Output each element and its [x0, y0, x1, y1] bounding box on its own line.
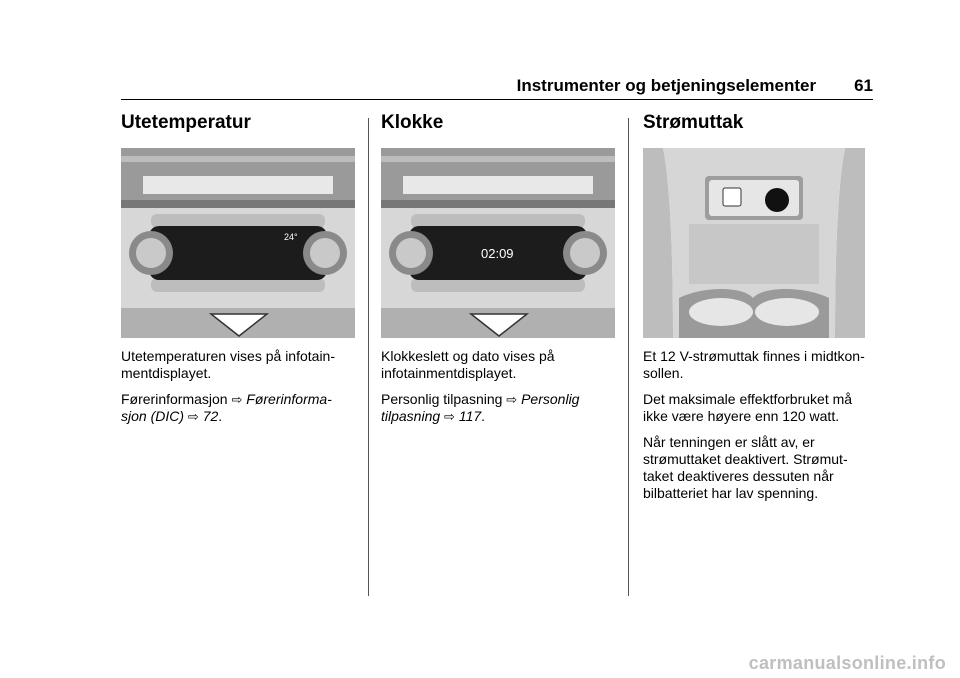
infotainment-panel-illustration — [121, 148, 355, 338]
watermark: carmanualsonline.info — [748, 653, 946, 673]
header-rule — [121, 99, 873, 100]
paragraph-line: strømuttaket deaktivert. Strømut- — [643, 451, 848, 467]
section-heading: Klokke — [381, 112, 444, 133]
arrow-reference-icon: ⇨ — [444, 409, 455, 424]
section-power-outlet — [643, 108, 879, 501]
cross-reference-link[interactable]: tilpasning — [381, 408, 441, 424]
page-number: 61 — [854, 76, 873, 95]
arrow-reference-icon: ⇨ — [231, 392, 243, 407]
page-reference[interactable]: 72 — [202, 408, 219, 424]
column-divider — [628, 118, 629, 596]
paragraph-line: Når tenningen er slått av, er — [643, 434, 815, 450]
section-body: Klokkeslett og dato vises på infotainmentdisplayet. Personlig tilpasning ⇨ Personlig tilpasning ⇨ 117. — [381, 348, 580, 424]
paragraph-text: Personlig tilpasning — [381, 391, 503, 407]
page-reference[interactable]: 117 — [458, 408, 482, 424]
section-body — [643, 348, 879, 511]
cross-reference-link[interactable]: Personlig — [521, 391, 580, 407]
page-header — [121, 70, 873, 96]
section-heading: Utetemperatur — [121, 112, 251, 133]
paragraph-line: taket deaktiveres dessuten når — [643, 468, 834, 484]
paragraph-line: sollen. — [643, 365, 684, 381]
paragraph-line: infotainmentdisplayet. — [381, 365, 517, 381]
section-clock — [381, 108, 617, 424]
paragraph-text: Førerinformasjon — [121, 391, 228, 407]
column-divider — [368, 118, 369, 596]
infotainment-panel-illustration — [381, 148, 615, 338]
paragraph-line: Utetemperaturen vises på infotain- — [121, 348, 335, 364]
arrow-reference-icon: ⇨ — [506, 392, 518, 407]
paragraph-line: Klokkeslett og dato vises på — [381, 348, 555, 364]
paragraph-line: Det maksimale effektforbruket må — [643, 391, 853, 407]
section-outside-temperature — [121, 108, 357, 424]
cross-reference-link[interactable]: Førerinforma- — [246, 391, 332, 407]
power-outlet-illustration — [643, 148, 865, 338]
header-title: Instrumenter og betjeningselementer — [516, 76, 817, 95]
section-heading: Strømuttak — [643, 112, 744, 133]
paragraph-line: bilbatteriet har lav spenning. — [643, 485, 819, 501]
paragraph-line: Et 12 V-strømuttak finnes i midtkon- — [643, 348, 865, 364]
cross-reference-link[interactable]: sjon (DIC) — [121, 408, 185, 424]
arrow-reference-icon: ⇨ — [187, 409, 199, 424]
display-readout: 24° — [284, 232, 298, 242]
display-readout: 02:09 — [481, 246, 514, 261]
paragraph-line: ikke være høyere enn 120 watt. — [643, 408, 840, 424]
section-body: Utetemperaturen vises på infotain- mentdisplayet. Førerinformasjon ⇨ Førerinforma- sjon (DIC) ⇨ 72. — [121, 348, 335, 424]
paragraph-line: mentdisplayet. — [121, 365, 212, 381]
